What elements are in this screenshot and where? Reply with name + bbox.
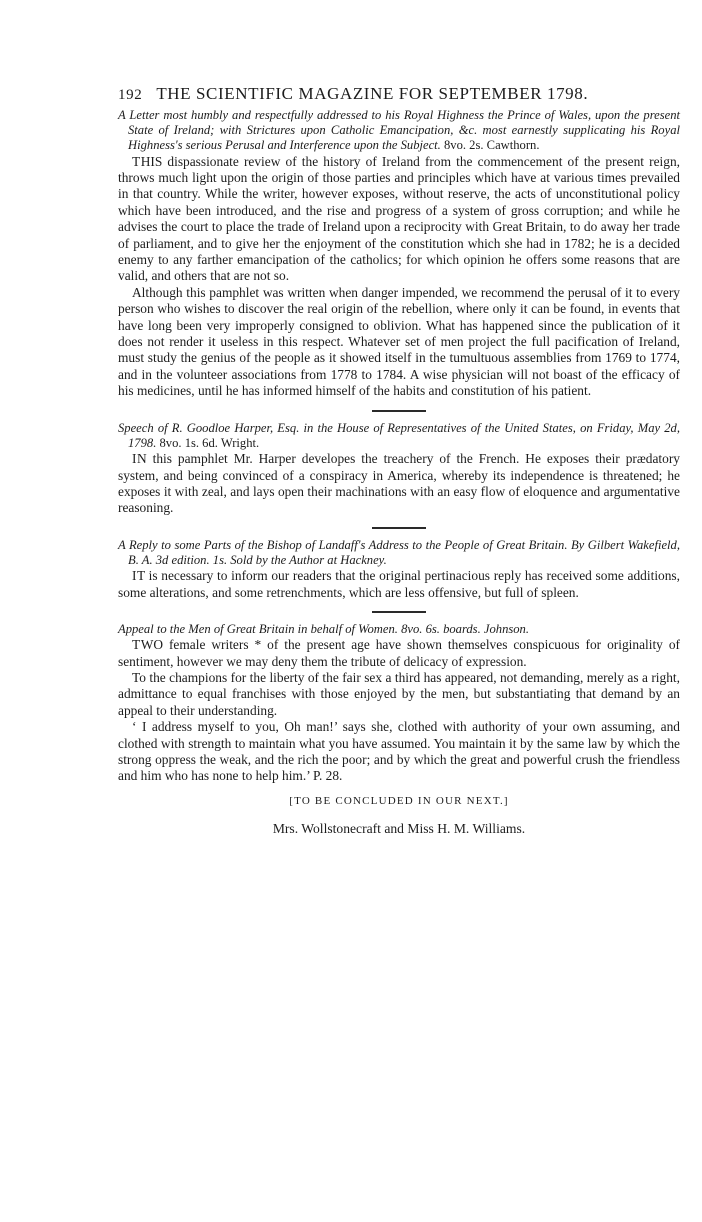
review-appeal-women [118, 622, 680, 785]
review-paragraph: To the champions for the liberty of the fair sex a third has appeared, not demanding, merely as a right, admittance to equal franchises with those enjoyed by the men, but substantiating that demand by an appeal to their understanding. [118, 669, 680, 718]
footnote-text: Mrs. Wollstonecraft and Miss H. M. Williams. [272, 820, 526, 836]
review-paragraph: IT is necessary to inform our readers that the original pertinacious reply has received some additions, some alterations, and some retrenchments, which are less offensive, but full of spleen. [118, 568, 680, 600]
section-divider [372, 527, 426, 529]
page-number: 192 [118, 87, 143, 103]
review-paragraph: IN this pamphlet Mr. Harper developes the treachery of the French. He exposes their prædatory system, and being convinced of a conspiracy in America, whereby its independence is threatened; he exposes it with zeal, and lays open their machinations with an easy flow of eloquence and argumentative reasoning. [118, 451, 680, 516]
page-header [118, 84, 680, 104]
section-divider [372, 611, 426, 613]
review-harper-speech [118, 421, 680, 517]
review-title: A Letter most humbly and respectfully addressed to his Royal Highness the Prince of Wales, upon the present State of Ireland; with Strictures upon Catholic Emancipation, &c. most earnestly supplicating his Royal Highness's serious Perusal and Interference upon the Subject. 8vo. 2s. Cawthorn. [118, 108, 680, 153]
review-paragraph: Although this pamphlet was written when danger impended, we recommend the perusal of it to every person who wishes to discover the real origin of the rebellion, where only it can be found, in events that have long been very improperly consigned to oblivion. What has happened since the publication of it does not render it useless in this respect. Whatever set of men project the full pacification of Ireland, must study the genius of the people as it showed itself in the tumultuous assemblies from 1769 to 1774, and in the volunteer associations from 1778 to 1784. A wise physician will not boast of the efficacy of his medicines, until he has informed himself of the habits and constitution of his patient. [118, 284, 680, 399]
footnote [118, 821, 680, 837]
review-body [118, 154, 680, 400]
review-paragraph: ‘ I address myself to you, Oh man!’ says she, clothed with authority of your own assuming, and clothed with strength to maintain what you have assumed. You maintain it by the same law by which the strong oppress the weak, and the rich the poor; and by which the great and powerful crush the friendless and him who has none to help him.’ P. 28. [118, 719, 680, 784]
review-body [118, 568, 680, 601]
review-paragraph: TWO female writers * of the present age have shown themselves conspicuous for originality of sentiment, however we may deny them the tribute of delicacy of expression. [118, 637, 680, 669]
review-title: Appeal to the Men of Great Britain in behalf of Women. 8vo. 6s. boards. Johnson. [118, 621, 530, 636]
review-paragraph: THIS dispassionate review of the history of Ireland from the commencement of the present reign, throws much light upon the origin of those parties and principles which have at various times prevailed in that country. While the writer, however exposes, without reserve, the acts of unconstitutional policy which have been introduced, and the rise and progress of a system of gross corruption; and while he advises the court to place the trade of Ireland upon a reciprocity with Great Britain, to do away her trade of parliament, and to give her the enjoyment of the constitution which she had in 1782; he is a decided enemy to any farther emancipation of the catholics; for which opinion he offers some reasons that are valid, and others that are not so. [118, 153, 680, 284]
review-body [118, 637, 680, 785]
review-body [118, 451, 680, 517]
running-title: THE SCIENTIFIC MAGAZINE FOR SEPTEMBER 1798. [156, 84, 589, 103]
review-imprint: 8vo. 1s. 6d. Wright. [159, 435, 260, 450]
review-title: Speech of R. Goodloe Harper, Esq. in the House of Representatives of the United States, on Friday, May 2d, 1798. 8vo. 1s. 6d. Wright. [118, 420, 680, 450]
review-ireland-letter [118, 108, 680, 400]
review-wakefield-reply [118, 538, 680, 601]
section-divider [372, 410, 426, 412]
continued-note: [TO BE CONCLUDED IN OUR NEXT.] [289, 794, 509, 807]
review-title: A Reply to some Parts of the Bishop of Landaff's Address to the People of Great Britain. By Gilbert Wakefield, B. A. 3d edition. 1s. Sold by the Author at Hackney. [118, 537, 680, 567]
review-imprint: 8vo. 2s. Cawthorn. [443, 138, 540, 153]
